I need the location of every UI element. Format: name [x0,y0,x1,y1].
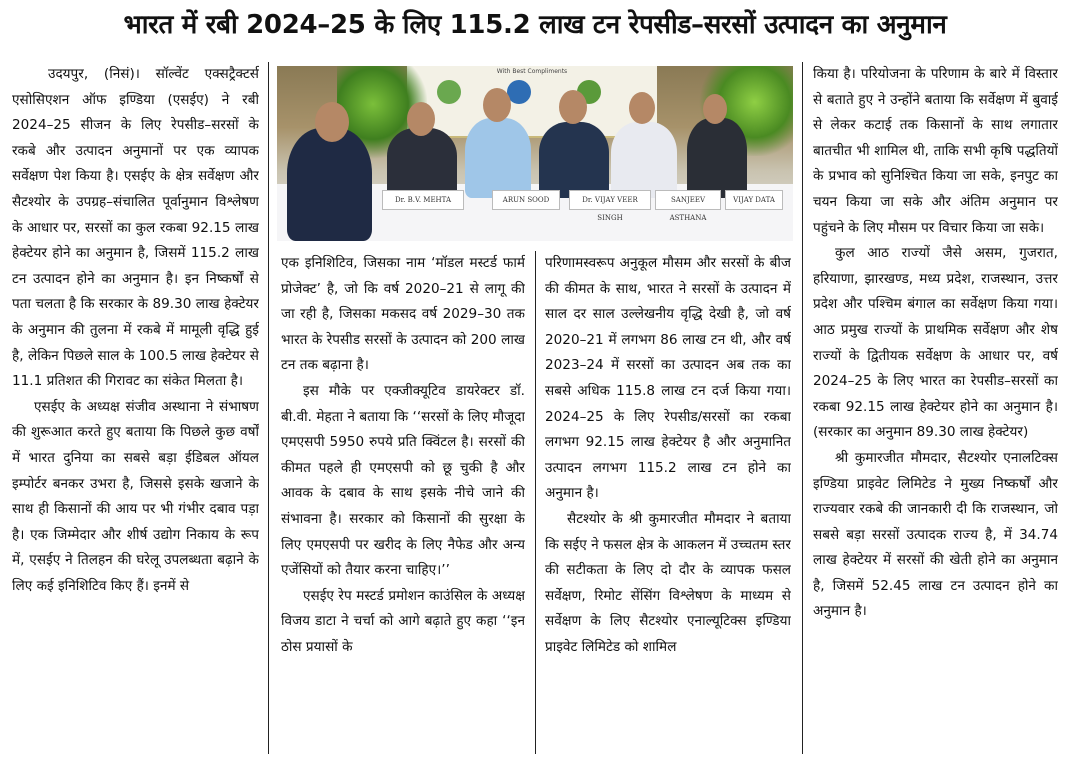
article-column-2 [281,251,525,754]
column-divider [535,251,536,754]
sponsor-logo [437,80,461,104]
panelist [387,128,457,198]
paragraph: एक इनिशिटिव, जिसका नाम ‘मॉडल मस्टर्ड फार्म प्रोजेक्ट’ है, जो कि वर्ष 2020–21 से लागू की जा रही है, जिसका मकसद वर्ष 2029–30 तक भारत के रेपसीड सरसों के उत्पादन को 200 लाख टन तक बढ़ाना है। [281,255,525,374]
paragraph: किया है। परियोजना के परिणाम के बारे में विस्तार से बताते हुए ने उन्होंने बताया कि सर्वेक्षण में बुवाई से लेकर कटाई तक किसानों के साथ लगातार बातचीत भी शामिल थी, ताकि सभी कृषि पद्धतियों के प्रभाव को सुनिश्चित किया जा सके, इनपुट का चयन किया जा सके और अंतिम अनुमान पर पहुंचने के लिए मौसम पर विचार किया जा सके। [813,66,1058,236]
panelist [465,118,531,198]
panelist [287,128,372,241]
panelist [539,122,609,198]
panelist-head [629,92,655,124]
paragraph: श्री कुमारजीत मौमदार, सैटश्योर एनालटिक्स इण्डिया प्राइवेट लिमिटेड ने मुख्य निष्कर्षों और राज्यवार रकबे की जानकारी दी कि राजस्थान, जो सबसे बड़ा सरसों उत्पादक राज्य है, में 34.74 लाख हेक्टेयर में सरसों की खेती होने का अनुमान है, जिसमें 52.45 लाख टन उत्पादन होने का अनुमान है। [813,449,1058,620]
panelist [687,118,747,198]
nameplate: Dr. VIJAY VEER SINGH [569,190,651,210]
panelist-head [483,88,511,122]
paragraph: उदयपुर, (निसं)। सॉल्वेंट एक्सट्रैक्टर्स एसोसिएशन ऑफ इण्डिया (एसईए) ने रबी 2024–25 सीजन के लिए रेपसीड–सरसों के रकबे और उत्पादन अनुमानों पर एक व्यापक सर्वेक्षण पेश किया है। एसईए के क्षेत्र सर्वेक्षण और सैटश्योर के उपग्रह–संचालित पूर्वानुमान विश्लेषण के आधार पर, सरसों का कुल रकबा 92.15 लाख हेक्टेयर होने का अनुमान है, जिसमें 115.2 लाख टन उत्पादन होने का अनुमान है। इन निष्कर्षों से पता चलता है कि सरकार के 89.30 लाख हेक्टेयर के अनुमान की तुलना में रकबे में मामूली वृद्धि हुई है, लेकिन पिछले साल के 100.5 लाख हेक्टेयर से 11.1 प्रतिशत की गिरावट का संकेत मिलता है। [12,66,259,390]
article-column-4 [813,62,1058,754]
headline: भारत में रबी 2024–25 के लिए 115.2 लाख टन रेपसीड–सरसों उत्पादन का अनुमान [123,10,947,40]
panelist-head [315,102,349,142]
paragraph: कुल आठ राज्यों जैसे असम, गुजरात, हरियाणा, झारखण्ड, मध्य प्रदेश, राजस्थान, उत्तर प्रदेश और पश्चिम बंगाल का सर्वेक्षण किया गया। आठ प्रमुख राज्यों के प्राथमिक सर्वेक्षण और शेष राज्यों के द्वितीयक सर्वेक्षण के आधार पर, वर्ष 2024–25 के लिए भारत का रेपसीड–सरसों का रकबा 92.15 लाख हेक्टेयर होने का अनुमान है। (सरकार का अनुमान 89.30 लाख हेक्टेयर) [813,245,1058,441]
panelist-head [559,90,587,124]
paragraph: सैटश्योर के श्री कुमारजीत मौमदार ने बताया कि सईए ने फसल क्षेत्र के आकलन में उच्चतम स्तर की सटीकता के लिए दो दौर के व्यापक फसल सर्वेक्षण, रिमोट सेंसिंग विश्लेषण के माध्यम से सर्वेक्षण के लिए सैटश्योर एनाल्यूटिक्स इण्डिया प्राइवेट लिमिटेड को शामिल [545,510,791,655]
panelist-head [703,94,727,124]
event-banner [407,66,657,138]
nameplate: Dr. B.V. MEHTA [382,190,464,210]
banner-text: With Best Compliments [496,68,568,75]
column-divider [802,62,803,754]
paragraph: एसईए के अध्यक्ष संजीव अस्थाना ने संभाषण की शुरूआत करते हुए बताया कि पिछले कुछ वर्षों में भारत दुनिया का सबसे बड़ा ईडिबल ऑयल इम्पोर्टर बनकर उभरा है, जिससे इसके खजाने के साथ ही किसानों की आय पर भी गंभीर दबाव पड़ा है। एक जिम्मेदार और शीर्ष उद्योग निकाय के रूप में, एसईए ने तिलहन की घरेलू उपलब्धता बढ़ाने के लिए कई इनिशिटिव किए हैं। इनमें से [12,398,259,594]
panelist-head [407,102,435,136]
news-photo [277,66,793,241]
nameplate: ARUN SOOD [492,190,560,210]
article-column-1 [12,62,259,754]
nameplate: VIJAY DATA [725,190,783,210]
column-divider [268,62,269,754]
panelist [611,122,677,198]
paragraph: इस मौके पर एक्जीक्यूटिव डायरेक्टर डॉ. बी.वी. मेहता ने बताया कि ‘‘सरसों के लिए मौजूदा एमएसपी 5950 रुपये प्रति क्विंटल है। सरसों की कीमत पहले ही एमएसपी को छू चुकी है और आवक के दबाव के साथ इसके नीचे जाने की संभावना है। सरकार को किसानों की सुरक्षा के लिए एमएसपी पर खरीद के लिए नैफेड और अन्य एजेंसियों को तैयार करना चाहिए।’’ [281,382,525,579]
article-column-3 [545,251,791,754]
nameplate: SANJEEV ASTHANA [655,190,721,210]
paragraph: एसईए रेप मस्टर्ड प्रमोशन काउंसिल के अध्यक्ष विजय डाटा ने चर्चा को आगे बढ़ाते हुए कहा ‘‘इन ठोस प्रयासों के [281,587,525,655]
paragraph: परिणामस्वरूप अनुकूल मौसम और सरसों के बीज की कीमत के साथ, भारत ने सरसों के उत्पादन में साल दर साल उल्लेखनीय वृद्धि देखी है, जो वर्ष 2020–21 में लगभग 86 लाख टन थी, और वर्ष 2023–24 में सरसों का उत्पादन अब तक का सबसे अधिक 115.8 लाख टन दर्ज किया गया। 2024–25 के लिए रेपसीड/सरसों का रकबा लगभग 92.15 लाख हेक्टेयर है और अनुमानित उत्पादन लगभग 115.2 लाख टन होने का अनुमान है। [545,255,791,502]
